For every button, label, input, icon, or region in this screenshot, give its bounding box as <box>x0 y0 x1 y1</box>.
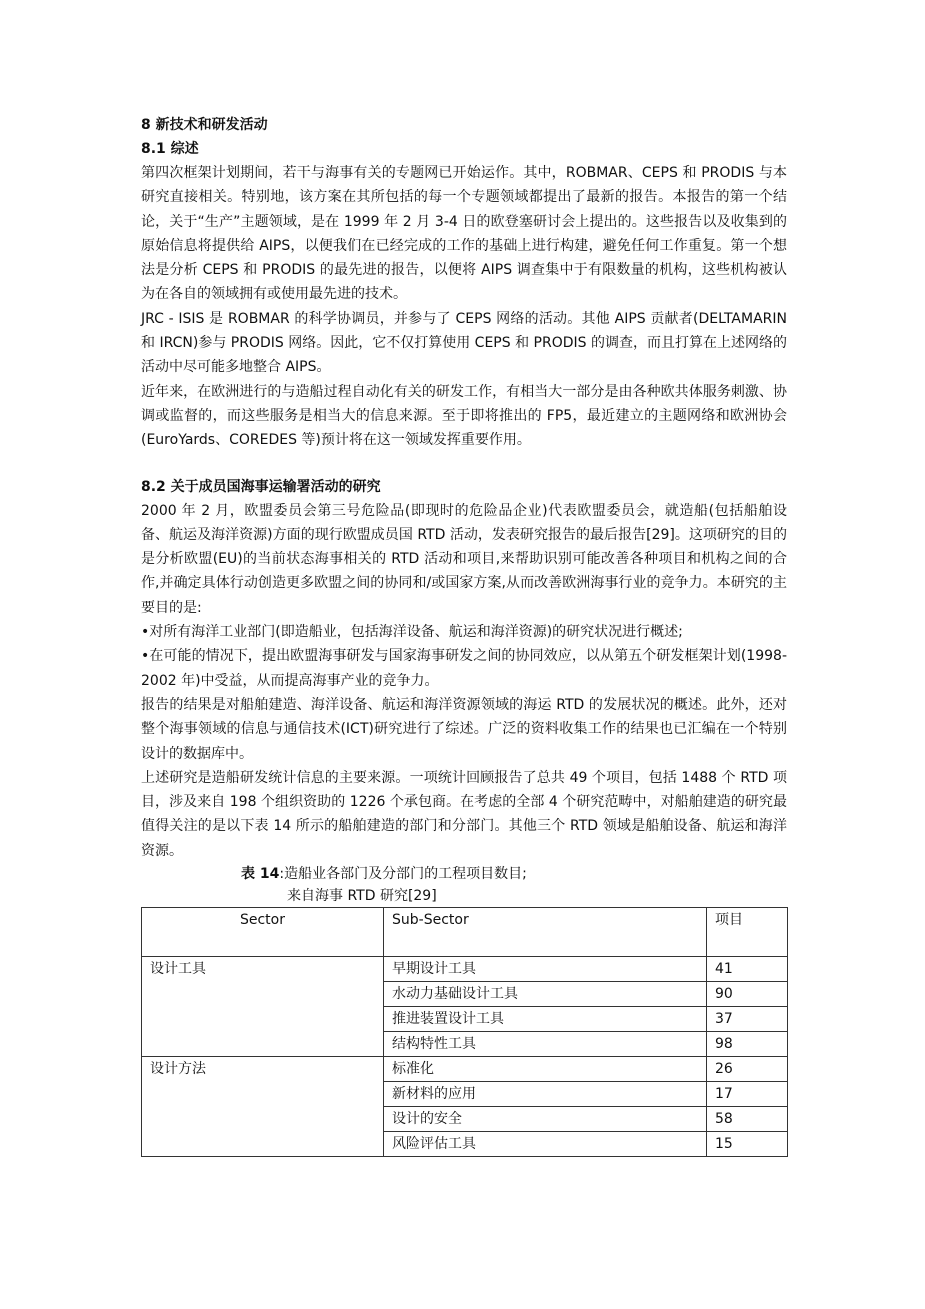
bullet-item-2: •在可能的情况下，提出欧盟海事研发与国家海事研发之间的协同效应，以从第五个研发框架计划(1998-2002 年)中受益，从而提高海事产业的竞争力。 <box>141 648 787 689</box>
sub-sector-cell: 推进装置设计工具 <box>384 1007 707 1032</box>
section-heading-8-1: 8.1 综述 <box>141 141 199 157</box>
count-cell: 41 <box>707 957 788 982</box>
section-heading-8-2: 8.2 关于成员国海事运输署活动的研究 <box>141 478 381 495</box>
count-cell: 37 <box>707 1007 788 1032</box>
sub-sector-cell: 水动力基础设计工具 <box>384 982 707 1007</box>
sub-sector-cell: 新材料的应用 <box>384 1082 707 1107</box>
sub-sector-cell: 设计的安全 <box>384 1107 707 1132</box>
spacer <box>141 453 787 475</box>
count-cell: 98 <box>707 1032 788 1057</box>
table-row <box>142 957 788 982</box>
count-cell: 58 <box>707 1107 788 1132</box>
count-cell: 26 <box>707 1057 788 1082</box>
table-caption-line1 <box>141 863 787 885</box>
sub-sector-cell: 结构特性工具 <box>384 1032 707 1057</box>
sector-cell: 设计工具 <box>142 957 384 1057</box>
sub-sector-cell: 风险评估工具 <box>384 1132 707 1157</box>
count-cell: 17 <box>707 1082 788 1107</box>
table-caption-line2: 来自海事 RTD 研究[29] <box>287 888 437 905</box>
sector-cell: 设计方法 <box>142 1057 384 1157</box>
paragraph-8-1-3: 近年来，在欧洲进行的与造船过程自动化有关的研发工作，有相当大一部分是由各种欧共体服务刺激、协调或监督的，而这些服务是相当大的信息来源。至于即将推出的 FP5，最近建立的主题网络和欧洲协会(EuroYards、COREDES 等)预计将在这一领域发挥重要作用。 <box>141 383 787 449</box>
table-caption-text: :造船业各部门及分部门的工程项目数目; <box>279 866 527 883</box>
sub-sector-cell: 早期设计工具 <box>384 957 707 982</box>
table-header-row <box>142 908 788 957</box>
table-caption-label: 表 14 <box>241 866 280 883</box>
section-heading-8: 8 新技术和研发活动 <box>141 117 268 133</box>
project-count-table <box>141 907 788 1157</box>
document-page <box>141 113 787 1157</box>
header-count: 项目 <box>707 908 788 957</box>
header-sector: Sector <box>142 908 384 957</box>
table-row <box>142 1057 788 1082</box>
header-sub-sector: Sub-Sector <box>384 908 707 957</box>
count-cell: 90 <box>707 982 788 1007</box>
sub-sector-cell: 标准化 <box>384 1057 707 1082</box>
paragraph-8-2-2: 报告的结果是对船舶建造、海洋设备、航运和海洋资源领域的海运 RTD 的发展状况的概述。此外，还对整个海事领域的信息与通信技术(ICT)研究进行了综述。广泛的资料收集工作的结果也已汇编在一个特别设计的数据库中。 <box>141 696 787 762</box>
bullet-item-1: •对所有海洋工业部门(即造船业，包括海洋设备、航运和海洋资源)的研究状况进行概述; <box>141 624 683 641</box>
paragraph-8-2-3: 上述研究是造船研发统计信息的主要来源。一项统计回顾报告了总共 49 个项目，包括 1488 个 RTD 项目，涉及来自 198 个组织资助的 1226 个承包商。在考虑的全部 4 个研究范畴中，对船舶建造的研究最值得关注的是以下表 14 所示的船舶建造的部门和分部门。其他三个 RTD 领域是船舶设备、航运和海洋资源。 <box>141 769 787 859</box>
paragraph-8-2-1: 2000 年 2 月，欧盟委员会第三号危险品(即现时的危险品企业)代表欧盟委员会，就造船(包括船舶设备、航运及海洋资源)方面的现行欧盟成员国 RTD 活动，发表研究报告的最后报告[29]。这项研究的目的是分析欧盟(EU)的当前状态海事相关的 RTD 活动和项目,来帮助识别可能改善各种项目和机构之间的合作,并确定具体行动创造更多欧盟之间的协同和/或国家方案,从而改善欧洲海事行业的竞争力。本研究的主要目的是: <box>141 502 787 616</box>
count-cell: 15 <box>707 1132 788 1157</box>
paragraph-8-1-1: 第四次框架计划期间，若干与海事有关的专题网已开始运作。其中，ROBMAR、CEPS 和 PRODIS 与本研究直接相关。特别地，该方案在其所包括的每一个专题领域都提出了最新的报告。本报告的第一个结论，关于“生产”主题领域，是在 1999 年 2 月 3-4 日的欧登塞研讨会上提出的。这些报告以及收集到的原始信息将提供给 AIPS，以便我们在已经完成的工作的基础上进行构建，避免任何工作重复。第一个想法是分析 CEPS 和 PRODIS 的最先进的报告，以便将 AIPS 调查集中于有限数量的机构，这些机构被认为在各自的领域拥有或使用最先进的技术。 <box>141 165 787 303</box>
paragraph-8-1-2: JRC - ISIS 是 ROBMAR 的科学协调员，并参与了 CEPS 网络的活动。其他 AIPS 贡献者(DELTAMARIN 和 IRCN)参与 PRODIS 网络。因此，它不仅打算使用 CEPS 和 PRODIS 的调查，而且打算在上述网络的活动中尽可能多地整合 AIPS。 <box>141 310 787 376</box>
